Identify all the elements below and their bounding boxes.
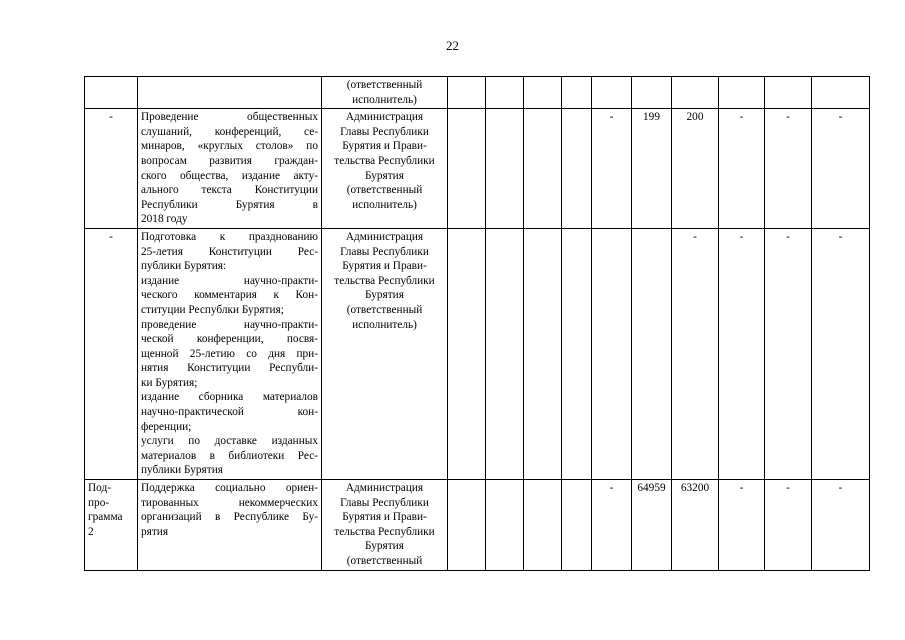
activity-name-line: организаций в Республике Бу- xyxy=(141,511,318,524)
value-cell xyxy=(524,109,562,229)
value-cell xyxy=(812,77,870,109)
activity-name-line: научно-практической кон- xyxy=(141,406,318,419)
table-row xyxy=(85,109,870,229)
executor-line: (ответственный xyxy=(346,79,423,91)
activity-name-line: ского общества, издание акту- xyxy=(141,169,318,182)
executor-line: Бурятия и Прави- xyxy=(342,511,427,524)
activity-name-cell xyxy=(138,480,322,571)
executor-line: Бурятия и Прави- xyxy=(342,140,427,153)
row-code-cell xyxy=(85,109,138,229)
executor-line: Бурятия xyxy=(365,289,404,302)
row-code-line: про- xyxy=(88,496,110,509)
value-cell xyxy=(486,109,524,229)
activity-name-line: Подготовка к празднованию xyxy=(141,230,318,243)
executor-line: (ответственный xyxy=(346,555,423,567)
activity-name-cell xyxy=(138,77,322,109)
activity-name-line: издание научно-практи- xyxy=(141,274,318,287)
executor-line: Администрация xyxy=(345,230,424,243)
activity-name-cell xyxy=(138,109,322,229)
page-number: 22 xyxy=(446,38,459,53)
row-code-cell xyxy=(85,228,138,479)
activity-name-line: минаров, «круглых столов» по xyxy=(141,140,318,153)
value-cell xyxy=(719,77,765,109)
value-cell: - xyxy=(672,228,719,479)
executor-line: Главы Республики xyxy=(340,125,429,138)
activity-name-line: 25-летия Конституции Рес- xyxy=(141,245,318,258)
activity-name-line: ференции; xyxy=(141,420,192,433)
value-cell: - xyxy=(592,480,632,571)
value-cell xyxy=(524,77,562,109)
activity-name-line: ки Бурятия; xyxy=(141,376,198,389)
value-cell: - xyxy=(719,109,765,229)
value-cell xyxy=(765,77,812,109)
activity-name-line: ального текста Конституции xyxy=(141,184,318,197)
executor-line: тельства Республики xyxy=(334,274,435,287)
value-cell xyxy=(448,77,486,109)
activity-name-line: услуги по доставке изданных xyxy=(141,435,318,448)
value-cell xyxy=(486,77,524,109)
executor-line: исполнитель) xyxy=(352,318,417,331)
value-cell: - xyxy=(719,480,765,571)
value-cell: - xyxy=(592,109,632,229)
value-cell xyxy=(632,228,672,479)
executor-line: Бурятия xyxy=(365,169,404,182)
activity-name-line: слушаний, конференций, се- xyxy=(141,125,318,138)
row-code-line: грамма xyxy=(88,511,123,524)
table-row xyxy=(85,77,870,109)
value-cell xyxy=(592,228,632,479)
value-cell: - xyxy=(719,228,765,479)
value-cell xyxy=(524,228,562,479)
activity-name-line: проведение научно-практи- xyxy=(141,318,318,331)
activity-name-line: рятия xyxy=(141,525,169,538)
value-cell xyxy=(448,109,486,229)
value-cell: 200 xyxy=(672,109,719,229)
value-cell xyxy=(592,77,632,109)
activity-name-line: тированных некоммерческих xyxy=(141,496,318,509)
value-cell xyxy=(562,480,592,571)
table-row xyxy=(85,228,870,479)
executor-line: тельства Республики xyxy=(334,154,435,167)
value-cell xyxy=(672,77,719,109)
row-code-cell xyxy=(85,480,138,571)
executor-line: (ответственный xyxy=(346,303,423,316)
executor-line: Администрация xyxy=(345,111,424,124)
value-cell: 199 xyxy=(632,109,672,229)
row-code-line: Под- xyxy=(88,482,111,495)
executor-line: Главы Республики xyxy=(340,496,429,509)
program-table xyxy=(84,76,870,571)
value-cell xyxy=(562,77,592,109)
activity-name-line: публики Бурятия xyxy=(141,464,223,477)
value-cell xyxy=(486,228,524,479)
executor-cell xyxy=(322,480,448,571)
value-cell xyxy=(632,77,672,109)
value-cell xyxy=(562,109,592,229)
activity-name-line: Республики Бурятия в xyxy=(141,198,318,211)
row-code-line: 2 xyxy=(88,525,94,538)
row-code-line: - xyxy=(109,111,113,124)
executor-cell xyxy=(322,77,448,109)
activity-name-line: щенной 25-летию со дня при- xyxy=(141,347,318,360)
activity-name-line: ституции Республки Бурятия; xyxy=(141,303,284,316)
executor-cell xyxy=(322,109,448,229)
activity-name-line: материалов в библиотеки Рес- xyxy=(141,449,318,462)
executor-line: Главы Республики xyxy=(340,245,429,258)
executor-line: исполнитель) xyxy=(352,198,417,211)
activity-name-line: публики Бурятия: xyxy=(141,260,227,273)
row-code-line: - xyxy=(109,230,113,243)
activity-name-line: Поддержка социально ориен- xyxy=(141,482,318,495)
activity-name-line: ческой конференции, посвя- xyxy=(141,333,318,346)
value-cell: - xyxy=(812,228,870,479)
activity-name-line: издание сборника материалов xyxy=(141,391,318,404)
executor-line: исполнитель) xyxy=(352,93,417,106)
value-cell xyxy=(448,228,486,479)
value-cell xyxy=(562,228,592,479)
value-cell: - xyxy=(765,228,812,479)
value-cell xyxy=(486,480,524,571)
executor-line: Бурятия и Прави- xyxy=(342,260,427,273)
activity-name-line: 2018 году xyxy=(141,213,188,226)
value-cell: 63200 xyxy=(672,480,719,571)
value-cell: - xyxy=(765,480,812,571)
row-code-cell xyxy=(85,77,138,109)
table-row xyxy=(85,480,870,571)
value-cell: - xyxy=(765,109,812,229)
activity-name-line: Проведение общественных xyxy=(141,111,318,124)
executor-line: Администрация xyxy=(345,482,424,495)
activity-name-line: нятия Конституции Республи- xyxy=(141,362,318,375)
executor-cell xyxy=(322,228,448,479)
activity-name-cell xyxy=(138,228,322,479)
value-cell xyxy=(448,480,486,571)
value-cell xyxy=(524,480,562,571)
activity-name-line: вопросам развития граждан- xyxy=(141,154,318,167)
executor-line: Бурятия xyxy=(365,540,404,553)
value-cell: - xyxy=(812,480,870,571)
executor-line: тельства Республики xyxy=(334,525,435,538)
activity-name-line: ческого комментария к Кон- xyxy=(141,289,318,302)
value-cell: - xyxy=(812,109,870,229)
value-cell: 64959 xyxy=(632,480,672,571)
executor-line: (ответственный xyxy=(346,184,423,197)
